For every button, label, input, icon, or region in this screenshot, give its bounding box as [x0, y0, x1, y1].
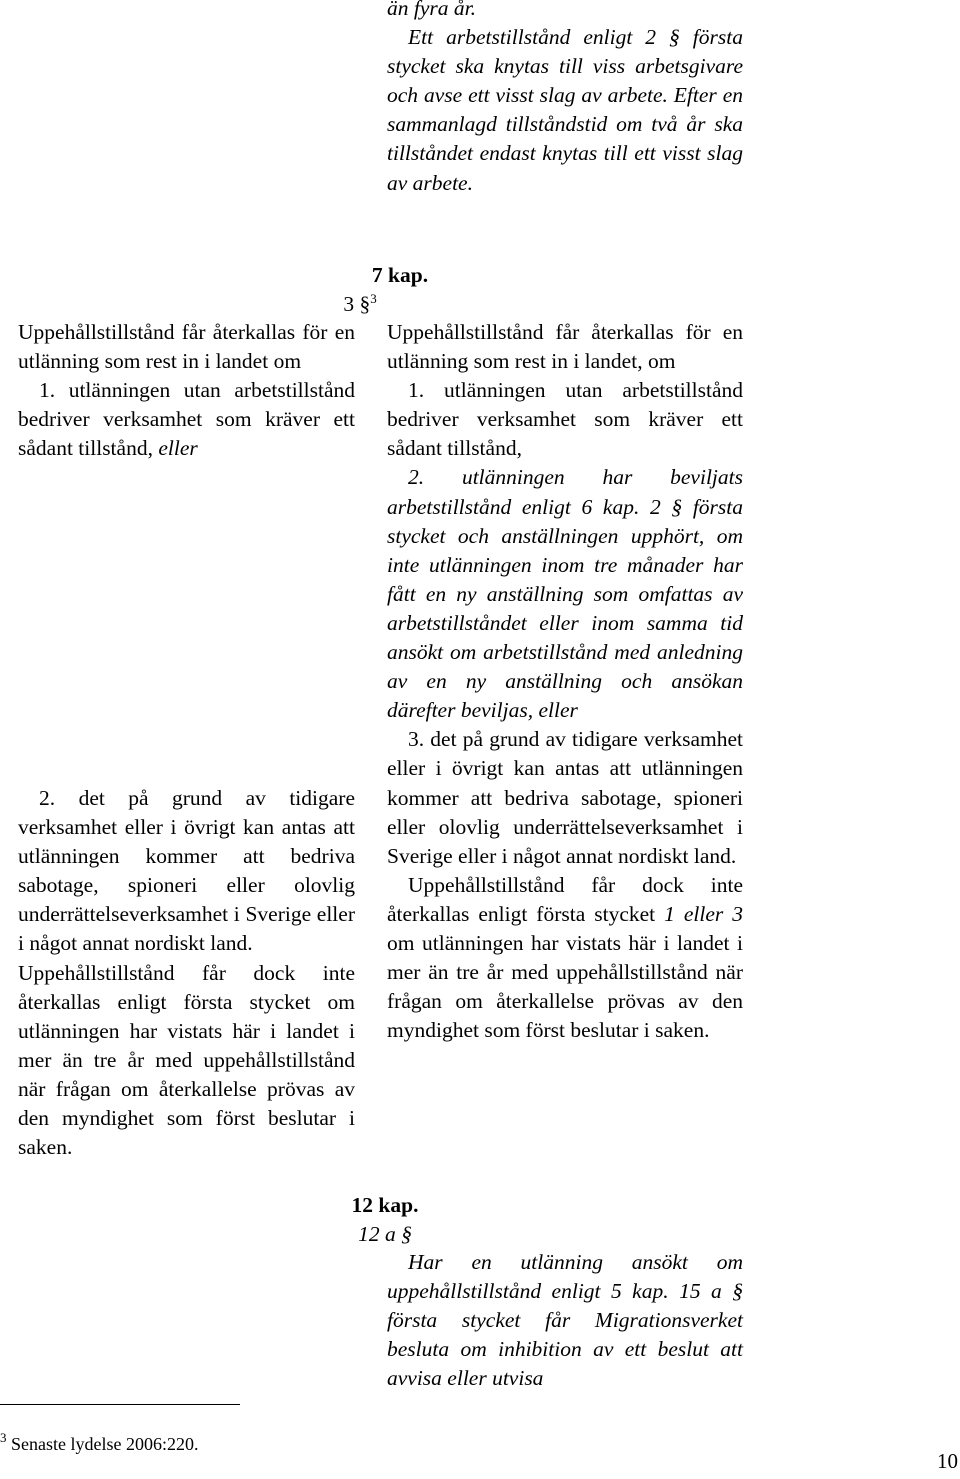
left-paragraph-1: Uppehållstillstånd får återkallas för en utlänning som rest in i landet om: [18, 320, 355, 374]
paragraph-arbetstillstand: Ett arbetstillstånd enligt 2 § första stycket ska knytas till viss arbetsgivare och avse ett visst slag av arbete. Efter en sammanlagd tillståndstid om två år ska tillståndet endast knytas till ett visst slag av arbete.: [387, 25, 743, 195]
right-column-proposed: [387, 318, 743, 1045]
right-paragraph-1: Uppehållstillstånd får återkallas för en utlänning som rest in i landet, om: [387, 320, 743, 374]
footnote-text: Senaste lydelse 2006:220.: [11, 1434, 199, 1454]
right-paragraph-3: 2. utlänningen har beviljats arbetstillstånd enligt 6 kap. 2 § första stycket och anställningen upphört, om inte utlänningen inom tre månader har fått en ny anställning som omfattas av arbetstillståndet eller inom samma tid ansökt om arbetstillstånd med anledning av en ny anställning och ansökan därefter beviljas, eller: [387, 465, 743, 723]
footnote-rule: [0, 1404, 240, 1405]
ch12-paragraph: Har en utlänning ansökt om uppehållstillstånd enligt 5 kap. 15 a § första stycket får Migrationsverket besluta om inhibition av ett beslut att avvisa eller utvisa: [387, 1250, 743, 1391]
ch12-right-text: [387, 1248, 743, 1393]
left-paragraph-2: 1. utlänningen utan arbetstillstånd bedriver verksamhet som kräver ett sådant tillstånd, eller: [18, 378, 355, 461]
chapter-heading-7: 7 kap.: [371, 263, 429, 287]
left-paragraph-3: 2. det på grund av tidigare verksamhet eller i övrigt kan antas att utlänningen kommer att bedriva sabotage, spioneri eller olovlig underrättelseverksamhet i Sverige eller i något annat nordiskt land.: [18, 786, 355, 956]
page-number: 10: [937, 1449, 958, 1473]
continuation-line: än fyra år.: [387, 0, 476, 20]
footnote: [0, 1430, 199, 1455]
top-right-text: [387, 0, 743, 198]
right-paragraph-5: Uppehållstillstånd får dock inte återkallas enligt första stycket 1 eller 3 om utlänningen har vistats här i landet i mer än tre år med uppehållstillstånd när frågan om återkallelse prövas av den myndighet som först beslutar i saken.: [387, 872, 743, 1043]
left-column-current: [18, 318, 355, 463]
right-paragraph-4: 3. det på grund av tidigare verksamhet eller i övrigt kan antas att utlänningen kommer att bedriva sabotage, spioneri eller olovlig underrättelseverksamhet i Sverige eller i något annat nordiskt land.: [387, 727, 743, 868]
section-heading-12-12a: 12 a §: [358, 1222, 412, 1246]
section-heading-7-3: 3 §$^3$: [343, 291, 377, 316]
footnote-ref: 3: [370, 291, 377, 306]
right-paragraph-2: 1. utlänningen utan arbetstillstånd bedriver verksamhet som kräver ett sådant tillstånd,: [387, 378, 743, 461]
left-paragraph-4: Uppehållstillstånd får dock inte återkallas enligt första stycket om utlänningen har vistats här i landet i mer än tre år med uppehållstillstånd när frågan om återkallelse prövas av den myndighet som först beslutar i saken.: [18, 960, 355, 1160]
footnote-number: 3: [0, 1430, 7, 1445]
left-column-current-b: [18, 784, 355, 1162]
chapter-heading-12: 12 kap.: [351, 1193, 419, 1217]
